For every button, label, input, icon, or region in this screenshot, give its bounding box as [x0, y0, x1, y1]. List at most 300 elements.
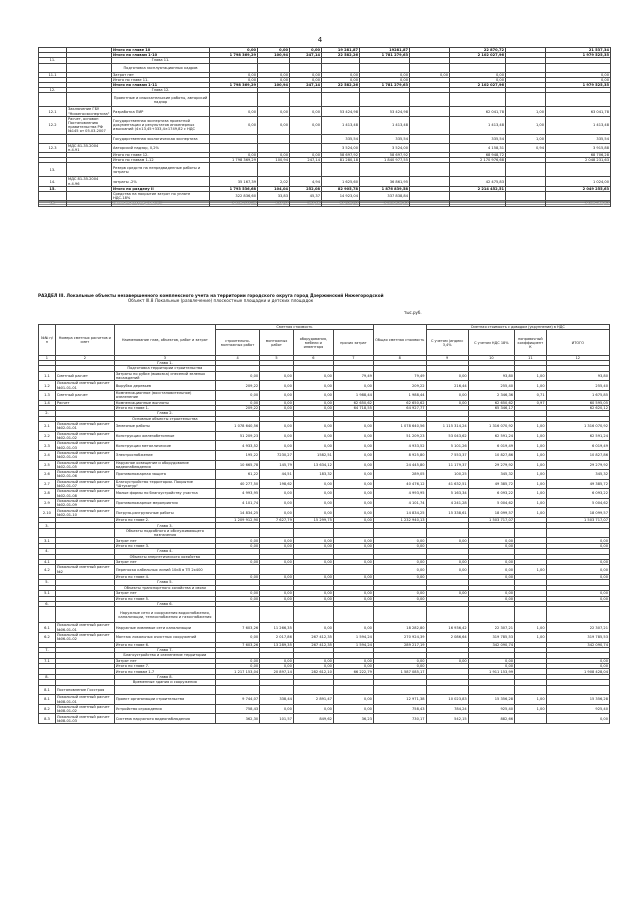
row-number: 5.1: [39, 591, 56, 596]
value-cell: [468, 607, 514, 623]
value-cell: 195,22: [215, 450, 259, 460]
row-number: 1.4: [39, 400, 56, 405]
row-code: Заключение ГБУ "Нижегосэкспертиза": [67, 107, 112, 116]
value-cell: 267 412,35: [293, 632, 333, 642]
value-cell: 0,00: [468, 538, 514, 543]
row-code: Локальный сметный расчет №02-01-10: [55, 508, 114, 518]
table-row: [39, 565, 610, 575]
value-cell: [468, 528, 514, 538]
value-cell: 104,04: [258, 186, 290, 191]
value-cell: 0,00: [546, 714, 609, 724]
row-name: Глава 8.: [114, 674, 215, 679]
header-cell: монтажных работ: [260, 330, 294, 356]
row-name: Объекты энергетического хозяйства: [114, 554, 215, 559]
value-cell: 0,00: [468, 565, 514, 575]
value-cell: 1,00: [515, 422, 547, 432]
row-name: Итого по главам 1-12: [112, 158, 210, 163]
row-name: Затрат нет: [112, 72, 210, 77]
value-cell: 13 289,35: [260, 642, 294, 647]
value-cell: 0,00: [215, 371, 259, 381]
value-cell: 0,00: [333, 623, 373, 633]
table-row: [39, 134, 611, 143]
value-cell: 0,00: [260, 390, 294, 400]
row-number: 2.2: [39, 431, 56, 441]
value-cell: 0,00: [546, 658, 609, 663]
value-cell: [260, 607, 294, 623]
value-cell: [506, 192, 546, 201]
row-code: Локальный сметный расчет №01-01-01: [55, 381, 114, 391]
value-cell: 40 476,12: [373, 479, 426, 489]
value-cell: 20 897,14: [260, 669, 294, 674]
row-name: Электроснабжение: [114, 450, 215, 460]
row-name: Глава 4.: [114, 549, 215, 554]
value-cell: 82 905,78: [322, 186, 360, 191]
value-cell: 2 346,36: [468, 390, 514, 400]
row-number: 11.1: [39, 72, 67, 77]
section-title: [38, 293, 610, 303]
column-number: 8: [373, 356, 426, 361]
row-name: Глава 2.: [114, 411, 215, 416]
column-number: 1: [39, 356, 56, 361]
value-cell: 4 241,28: [426, 498, 468, 508]
value-cell: 2 049 255,63: [546, 186, 611, 191]
value-cell: 0,00: [360, 72, 410, 77]
value-cell: 0,00: [333, 479, 373, 489]
value-cell: 0,00: [215, 664, 259, 669]
value-cell: [410, 163, 450, 177]
value-cell: 335,54: [546, 134, 611, 143]
row-code: [55, 607, 114, 623]
value-cell: 0,00: [333, 470, 373, 480]
header-cell: С учетом НДС 18%: [468, 330, 514, 356]
row-number: 1.1: [39, 371, 56, 381]
value-cell: 62 650,62: [333, 400, 373, 405]
row-number: 1.2: [39, 381, 56, 391]
row-code: Локальный сметный расчет №02-01-09: [55, 498, 114, 508]
value-cell: 0,00: [468, 560, 514, 565]
value-cell: 335,54: [360, 134, 410, 143]
row-code: [67, 163, 112, 177]
value-cell: [506, 201, 546, 206]
row-name: Средства на покрытие затрат по уплате НДС-18%: [112, 192, 210, 201]
row-code: Сметный расчет: [55, 390, 114, 400]
value-cell: 1 217 153,04: [215, 669, 259, 674]
value-cell: 0,00: [260, 560, 294, 565]
value-cell: 1 798 369,29: [210, 83, 258, 88]
row-code: Расчет: [55, 400, 114, 405]
row-name: Наружные ливневые сети канализации: [114, 623, 215, 633]
value-cell: 53 424,98: [322, 107, 360, 116]
table-row: [39, 371, 610, 381]
row-code: Локальный сметный расчет №2: [55, 565, 114, 575]
value-cell: 19281,87: [360, 48, 410, 53]
value-cell: [515, 714, 547, 724]
value-cell: 1 625,60: [322, 177, 360, 186]
value-cell: 0,00: [546, 72, 611, 77]
value-cell: 4 158,31: [450, 143, 506, 152]
value-cell: 62 041,78: [450, 107, 506, 116]
value-cell: 784,24: [426, 704, 468, 714]
row-code: [67, 63, 112, 72]
value-cell: [360, 93, 410, 107]
row-number: 15.: [39, 186, 67, 191]
value-cell: 1 979 525,35: [546, 83, 611, 88]
value-cell: 7 603,26: [215, 642, 259, 647]
value-cell: 1 413,48: [450, 116, 506, 134]
row-name: Компенсационные выплаты: [114, 400, 215, 405]
value-cell: 0,00: [258, 72, 290, 77]
value-cell: 0,00: [293, 479, 333, 489]
row-name: Основные объекты строительства: [114, 416, 215, 421]
value-cell: 2 170 976,68: [450, 158, 506, 163]
value-cell: 0,00: [333, 381, 373, 391]
value-cell: 342 090,74: [546, 642, 609, 647]
value-cell: 2 017,86: [260, 632, 294, 642]
value-cell: 198,62: [260, 479, 294, 489]
value-cell: 0,00: [333, 591, 373, 596]
table-row: [39, 390, 610, 400]
table-row: [39, 93, 611, 107]
value-cell: [450, 192, 506, 201]
value-cell: 342 090,74: [468, 642, 514, 647]
row-number: 2.4: [39, 450, 56, 460]
value-cell: [322, 63, 360, 72]
row-number: 12.3: [39, 143, 67, 152]
row-number: 16.: [39, 201, 67, 206]
value-cell: 145,79: [260, 460, 294, 470]
row-name: Монтаж локальных очистных сооружений: [114, 632, 215, 642]
value-cell: 1 503 717,07: [546, 518, 609, 523]
row-code: Локальный сметный расчет №08-01-01: [55, 695, 114, 705]
table-row: [39, 143, 611, 152]
value-cell: 0,00: [373, 538, 426, 543]
value-cell: 183,32: [293, 470, 333, 480]
value-cell: 12 971,38: [373, 695, 426, 705]
value-cell: 1 793 536,68: [210, 186, 258, 191]
value-cell: 1 413,48: [322, 116, 360, 134]
row-name: Временные здания и сооружения: [114, 680, 215, 685]
row-number: 2.8: [39, 489, 56, 499]
value-cell: 270 924,39: [373, 632, 426, 642]
value-cell: 1 911 153,99: [468, 669, 514, 674]
value-cell: 1 594,24: [333, 642, 373, 647]
value-cell: [410, 201, 450, 206]
value-cell: 1 316 070,92: [546, 422, 609, 432]
value-cell: 0,00: [373, 560, 426, 565]
value-cell: 5 101,26: [426, 441, 468, 451]
value-cell: 58 697,92: [322, 153, 360, 158]
value-cell: 0,00: [546, 538, 609, 543]
table-row: [39, 607, 610, 623]
value-cell: 0,00: [260, 489, 294, 499]
value-cell: 4 993,95: [215, 489, 259, 499]
row-name: Конструкции железобетонные: [114, 431, 215, 441]
value-cell: 7 553,37: [426, 450, 468, 460]
row-code: Локальный сметный расчет №02-01-03: [55, 441, 114, 451]
value-cell: 0,00: [426, 560, 468, 565]
row-code: Локальный сметный расчет №08-01-03: [55, 714, 114, 724]
value-cell: [260, 528, 294, 538]
value-cell: 0,00: [260, 543, 294, 548]
row-number: 3.1: [39, 538, 56, 543]
value-cell: 0,00: [293, 664, 333, 669]
value-cell: [546, 63, 611, 72]
value-cell: [293, 685, 333, 695]
value-cell: 0,00: [210, 48, 258, 53]
row-name: Противопожарная защита: [114, 470, 215, 480]
row-name: Погрузо-разгрузочные работы: [114, 508, 215, 518]
value-cell: 41 632,51: [426, 479, 468, 489]
value-cell: 0,00: [260, 422, 294, 432]
header-cell: поправочный коэффициент К: [515, 330, 547, 356]
value-cell: 267 412,35: [293, 642, 333, 647]
value-cell: 1 503 717,07: [468, 518, 514, 523]
header-cell: ИТОГО: [546, 330, 609, 356]
value-cell: 22 582,26: [322, 53, 360, 58]
value-cell: 0,00: [468, 543, 514, 548]
row-number: 13.: [39, 163, 67, 177]
value-cell: 22 307,21: [468, 623, 514, 633]
value-cell: 2 102 027,96: [450, 53, 506, 58]
value-cell: 0,00: [258, 153, 290, 158]
value-cell: 0,00: [293, 390, 333, 400]
value-cell: 10 023,83: [426, 695, 468, 705]
value-cell: 0,00: [373, 574, 426, 579]
row-name: Устройство ограждения: [114, 704, 215, 714]
value-cell: 0,00: [322, 72, 360, 77]
table-row: [39, 422, 610, 432]
value-cell: 1 316 070,92: [468, 422, 514, 432]
row-name: Глава 12.: [112, 88, 210, 93]
value-cell: [450, 201, 506, 206]
table-row: [39, 528, 610, 538]
row-name: Итого по разделу II: [112, 186, 210, 191]
value-cell: 542,15: [426, 714, 468, 724]
value-cell: 0,00: [258, 116, 290, 134]
value-cell: 0,00: [293, 704, 333, 714]
value-cell: 0,00: [258, 48, 290, 53]
value-cell: 0,00: [426, 371, 468, 381]
row-number: 4.2: [39, 565, 56, 575]
value-cell: 345,32: [468, 470, 514, 480]
value-cell: 1 798 369,29: [210, 53, 258, 58]
value-cell: 0,00: [293, 431, 333, 441]
value-cell: 62 591,24: [546, 431, 609, 441]
row-name: Земляные работы: [114, 422, 215, 432]
value-cell: 3 915,88: [546, 143, 611, 152]
value-cell: 0,00: [293, 508, 333, 518]
value-cell: 0,00: [333, 431, 373, 441]
value-cell: 1,00: [506, 107, 546, 116]
value-cell: 0,00: [333, 596, 373, 601]
header-cell: Номера сметных расчетов и смет: [55, 325, 114, 356]
value-cell: 0,00: [290, 107, 322, 116]
value-cell: 6 093,22: [468, 489, 514, 499]
value-cell: 322 836,60: [210, 192, 258, 201]
value-cell: 1 413,48: [360, 116, 410, 134]
row-name: [114, 685, 215, 695]
value-cell: 6 093,22: [546, 489, 609, 499]
column-number: 11: [515, 356, 547, 361]
page-number: 4: [317, 36, 323, 44]
value-cell: [468, 685, 514, 695]
value-cell: 33,83: [258, 192, 290, 201]
value-cell: 1,00: [515, 441, 547, 451]
row-name: Объекты подсобного и обслуживающего назначения: [114, 528, 215, 538]
table-row: [39, 479, 610, 489]
value-cell: 0,00: [215, 596, 259, 601]
value-cell: 53 043,62: [426, 431, 468, 441]
value-cell: 730,17: [373, 714, 426, 724]
value-cell: 0,00: [546, 565, 609, 575]
value-cell: 1 781 279,63: [360, 53, 410, 58]
row-number: [39, 134, 67, 143]
row-number: 8.1: [39, 695, 56, 705]
value-cell: 0,94: [506, 143, 546, 152]
value-cell: [215, 528, 259, 538]
row-name: Итого по главам 1-11: [112, 83, 210, 88]
value-cell: 0,00: [333, 450, 373, 460]
value-cell: 0,00: [260, 658, 294, 663]
value-cell: 1 840 977,55: [360, 158, 410, 163]
value-cell: 0,00: [293, 381, 333, 391]
value-cell: 14 923,04: [322, 192, 360, 201]
value-cell: 0,00: [215, 632, 259, 642]
value-cell: 0,00: [258, 107, 290, 116]
value-cell: 0,00: [333, 422, 373, 432]
value-cell: [515, 528, 547, 538]
value-cell: 10 827,86: [468, 450, 514, 460]
value-cell: 0,00: [546, 574, 609, 579]
value-cell: [450, 163, 506, 177]
value-cell: 1 587 085,17: [373, 669, 426, 674]
table-row: [39, 441, 610, 451]
row-number: 4.1: [39, 560, 56, 565]
row-name: Разработка ПИР: [112, 107, 210, 116]
value-cell: 0,00: [426, 538, 468, 543]
value-cell: 338,44: [260, 695, 294, 705]
value-cell: 51 209,23: [215, 431, 259, 441]
value-cell: 758,43: [373, 704, 426, 714]
table-row: [39, 623, 610, 633]
table-row: [39, 163, 611, 177]
value-cell: 36 861,95: [360, 177, 410, 186]
value-cell: [293, 565, 333, 575]
value-cell: 0,00: [293, 405, 333, 410]
value-cell: 0,00: [210, 107, 258, 116]
section-subheading: Объект III.8 Локальные (развлечение) плоскостные площадки и детских площадок: [128, 298, 314, 303]
value-cell: 0,00: [293, 400, 333, 405]
value-cell: 5 163,34: [426, 489, 468, 499]
value-cell: 14 834,25: [215, 508, 259, 518]
value-cell: 0,00: [373, 565, 426, 575]
row-number: 2.7: [39, 479, 56, 489]
value-cell: 64 927,77: [373, 405, 426, 410]
row-name: Итого по главе 1.: [114, 405, 215, 410]
value-cell: 247,14: [290, 83, 322, 88]
value-cell: 0,00: [333, 508, 373, 518]
value-cell: 100,94: [258, 158, 290, 163]
value-cell: 0,00: [293, 489, 333, 499]
value-cell: [373, 607, 426, 623]
value-cell: [258, 143, 290, 152]
value-cell: 65 346,17: [468, 405, 514, 410]
value-cell: 0,00: [468, 596, 514, 601]
value-cell: 5 004,62: [468, 498, 514, 508]
value-cell: 0,00: [290, 48, 322, 53]
value-cell: 1 876 839,58: [360, 186, 410, 191]
row-name: Проектные и изыскательские работы, авторский надзор: [112, 93, 210, 107]
value-cell: 15 299,75: [293, 518, 333, 523]
value-cell: 60 595,05: [546, 400, 609, 405]
value-cell: 282 612,10: [293, 669, 333, 674]
value-cell: 40 277,50: [215, 479, 259, 489]
value-cell: 1 908 428,04: [546, 669, 609, 674]
row-number: 8.1: [39, 685, 56, 695]
row-name: Итого по главе 5.: [114, 596, 215, 601]
value-cell: [322, 93, 360, 107]
value-cell: 319 785,53: [468, 632, 514, 642]
row-name: Затрат нет: [114, 538, 215, 543]
value-cell: [450, 63, 506, 72]
row-number: 6.: [39, 601, 56, 606]
value-cell: 1,00: [515, 431, 547, 441]
value-cell: 0,00: [260, 574, 294, 579]
value-cell: 1,00: [506, 116, 546, 134]
value-cell: [410, 107, 450, 116]
value-cell: [333, 528, 373, 538]
value-cell: 1,00: [515, 460, 547, 470]
value-cell: 2 891,47: [293, 695, 333, 705]
row-name: Компенсационное (восстановительное) озеленение: [114, 390, 215, 400]
row-name: затраты -2%: [112, 177, 210, 186]
row-number: 8.: [39, 674, 56, 679]
value-cell: 0,00: [260, 538, 294, 543]
row-name: Итого по разделу II с НДС: [112, 201, 210, 206]
value-cell: 0,00: [260, 508, 294, 518]
value-cell: 14 834,25: [373, 508, 426, 518]
value-cell: 0,00: [290, 116, 322, 134]
value-cell: 0,00: [215, 538, 259, 543]
value-cell: 0,00: [373, 543, 426, 548]
row-name: Государственная экспертиза проектной документации и результатов инженерных изысканий (4×13,45+333,4×1749,82 с НДС: [112, 116, 210, 134]
value-cell: 93,80: [468, 371, 514, 381]
value-cell: [546, 685, 609, 695]
value-cell: 0,00: [260, 405, 294, 410]
value-cell: [290, 163, 322, 177]
row-name: Подготовка эксплуатационных кадров: [112, 63, 210, 72]
column-number: 7: [333, 356, 373, 361]
row-name: Система наружного видеонаблюдения: [114, 714, 215, 724]
row-code: Расчет, основан Постановлению правительства РФ №145 от 05.03.2007: [67, 116, 112, 134]
value-cell: 0,00: [410, 72, 450, 77]
row-name: Итого по главе 4.: [114, 574, 215, 579]
value-cell: [506, 63, 546, 72]
header-cell: Общая сметная стоимость: [373, 325, 426, 356]
row-number: 8.3: [39, 714, 56, 724]
row-code: [67, 93, 112, 107]
value-cell: [426, 607, 468, 623]
table-row: [39, 192, 611, 201]
row-name: Наружные сети и сооружения водоснабжения, канализации, теплоснабжения и газоснабжения: [114, 607, 215, 623]
value-cell: 0,00: [260, 498, 294, 508]
value-cell: 8 925,80: [373, 450, 426, 460]
row-number: 11.: [39, 58, 67, 63]
row-number: [39, 93, 67, 107]
value-cell: 1,00: [515, 695, 547, 705]
value-cell: [546, 607, 609, 623]
value-cell: 0,00: [260, 431, 294, 441]
